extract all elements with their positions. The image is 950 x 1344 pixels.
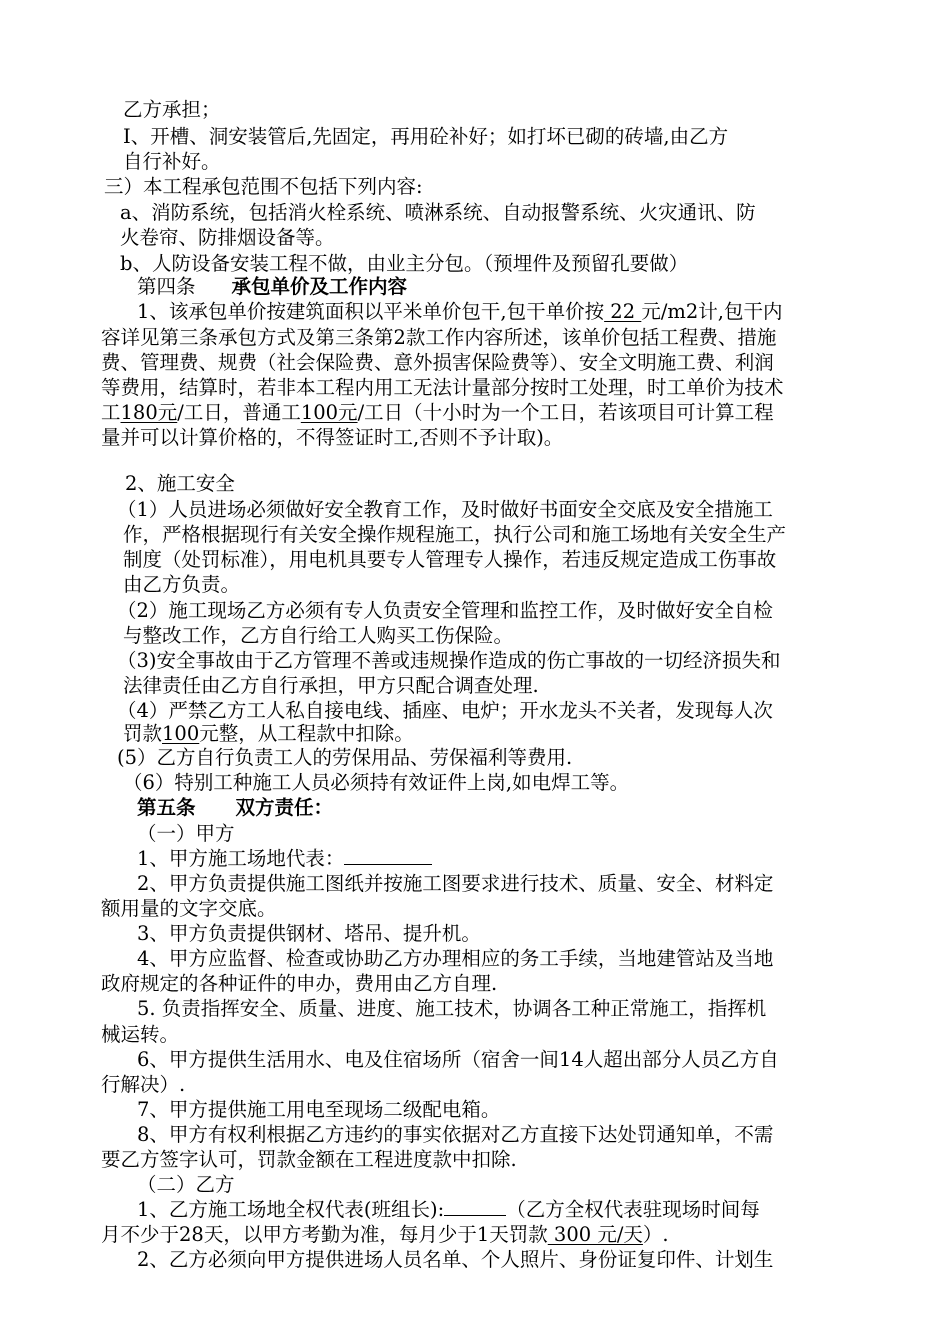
text-line: 法律责任由乙方自行承担，甲方只配合调查处理. (123, 674, 539, 697)
text-line (101, 1222, 669, 1248)
text-line: 与整改工作，乙方自行给工人购买工伤保险。 (123, 624, 514, 647)
text-line: 等费用，结算时，若非本工程内用工无法计量部分按时工处理，时工单价为技术 (101, 376, 784, 399)
text-line: 7、甲方提供施工用电至现场二级配电箱。 (137, 1098, 501, 1121)
subsection-heading: （二）乙方 (137, 1173, 235, 1196)
text-fragment: 元整，从工程款中扣除。 (199, 722, 414, 745)
text-line: 要乙方签字认可，罚款金额在工程进度款中扣除. (101, 1148, 517, 1171)
representative-blank (444, 1197, 506, 1216)
worker-rate: 100元 (300, 401, 358, 424)
text-line: 额用量的文字交底。 (101, 897, 277, 920)
text-line: 6、甲方提供生活用水、电及住宿场所（宿舍一间14人超出部分人员乙方自 (137, 1048, 779, 1071)
text-line: 自行补好。 (123, 150, 221, 173)
text-line: 2、乙方必须向甲方提供进场人员名单、个人照片、身份证复印件、计划生 (137, 1248, 774, 1271)
text-line: 3、甲方负责提供钢材、塔吊、提升机。 (137, 922, 481, 945)
article-number: 第四条 (137, 275, 196, 298)
text-line: a、消防系统，包括消火栓系统、喷淋系统、自动报警系统、火灾通讯、防 (120, 201, 756, 224)
text-line: 8、甲方有权利根据乙方违约的事实依据对乙方直接下达处罚通知单，不需 (137, 1123, 774, 1146)
text-line (137, 846, 432, 872)
text-fragment: 罚款 (123, 722, 163, 745)
article-title: 承包单价及工作内容 (231, 275, 408, 298)
text-line: （6）特别工种施工人员必须持有效证件上岗,如电焊工等。 (123, 771, 630, 794)
text-line: （3)安全事故由于乙方管理不善或违规操作造成的伤亡事故的一切经济损失和 (117, 649, 781, 672)
text-fragment: 工 (101, 401, 121, 424)
text-line: 制度（处罚标准），用电机具要专人管理专人操作，若违反规定造成工伤事故 (123, 548, 777, 571)
text-fragment: ）. (642, 1223, 669, 1246)
text-line: 作，严格根据现行有关安全操作规程施工，执行公司和施工场地有关安全生产 (123, 523, 787, 546)
text-line: （4）严禁乙方工人私自接电线、插座、电炉；开水龙头不关者，发现每人次 (117, 699, 773, 722)
absence-fine: 300 元/天 (547, 1223, 643, 1246)
text-line: （1）人员进场必须做好安全教育工作，及时做好书面安全交底及安全措施工 (117, 498, 773, 521)
text-fragment: 元/m2计,包干内 (641, 300, 783, 323)
subsection-heading: （一）甲方 (137, 822, 235, 845)
text-fragment: （乙方全权代表驻现场时间每 (506, 1198, 760, 1221)
unit-price-value: 22 (604, 300, 642, 323)
text-fragment: 1、该承包单价按建筑面积以平米单价包干,包干单价按 (137, 300, 605, 323)
article-title: 双方责任： (235, 796, 334, 819)
text-line: （2）施工现场乙方必须有专人负责安全管理和监控工作，及时做好安全自检 (117, 599, 773, 622)
fine-amount: 100 (162, 722, 200, 745)
text-line: 政府规定的各种证件的申办，费用由乙方自理. (101, 972, 498, 995)
text-line: 费、管理费、规费（社会保险费、意外损害保险费等）、安全文明施工费、利润 (101, 351, 774, 374)
text-line: I、开槽、洞安装管后,先固定，再用砼补好；如打坏已砌的砖墙,由乙方 (123, 125, 729, 148)
text-line (137, 299, 783, 325)
text-line: 量并可以计算价格的，不得签证时工,否则不予计取)。 (101, 426, 564, 449)
article-heading (137, 274, 407, 300)
text-line: 火卷帘、防排烟设备等。 (120, 226, 335, 249)
text-fragment: 月不少于28天，以甲方考勤为准，每月少于1天罚款 (101, 1223, 548, 1246)
text-line: 4、甲方应监督、检查或协助乙方办理相应的务工手续，当地建管站及当地 (137, 947, 774, 970)
text-line: 行解决）. (101, 1073, 186, 1096)
article-heading (137, 795, 333, 821)
text-fragment: 1、甲方施工场地代表： (137, 847, 345, 870)
section-heading: 三）本工程承包范围不包括下列内容: (104, 175, 423, 198)
text-line: 5. 负责指挥安全、质量、进度、施工技术，协调各工种正常施工，指挥机 (137, 997, 767, 1020)
text-fragment: /工日，普通工 (177, 401, 301, 424)
text-line: b、人防设备安装工程不做，由业主分包。（预埋件及预留孔要做） (120, 252, 689, 275)
article-number: 第五条 (137, 796, 196, 819)
text-line: 由乙方负责。 (123, 573, 241, 596)
text-line: 容详见第三条承包方式及第三条第2款工作内容所述，该单价包括工程费、措施 (101, 326, 777, 349)
section-heading: 2、施工安全 (125, 472, 235, 495)
text-line (123, 721, 414, 747)
text-fragment: 1、乙方施工场地全权代表(班组长): (137, 1198, 445, 1221)
text-line (101, 400, 774, 426)
representative-blank (344, 846, 432, 865)
text-line: (5）乙方自行负责工人的劳保用品、劳保福利等费用. (117, 746, 573, 769)
text-line (137, 1197, 760, 1223)
text-line: 2、甲方负责提供施工图纸并按施工图要求进行技术、质量、安全、材料定 (137, 872, 774, 895)
text-line: 械运转。 (101, 1023, 180, 1046)
technician-rate: 180元 (120, 401, 178, 424)
text-line: 乙方承担； (123, 98, 221, 121)
text-fragment: /工日（十小时为一个工日，若该项目可计算工程 (357, 401, 774, 424)
